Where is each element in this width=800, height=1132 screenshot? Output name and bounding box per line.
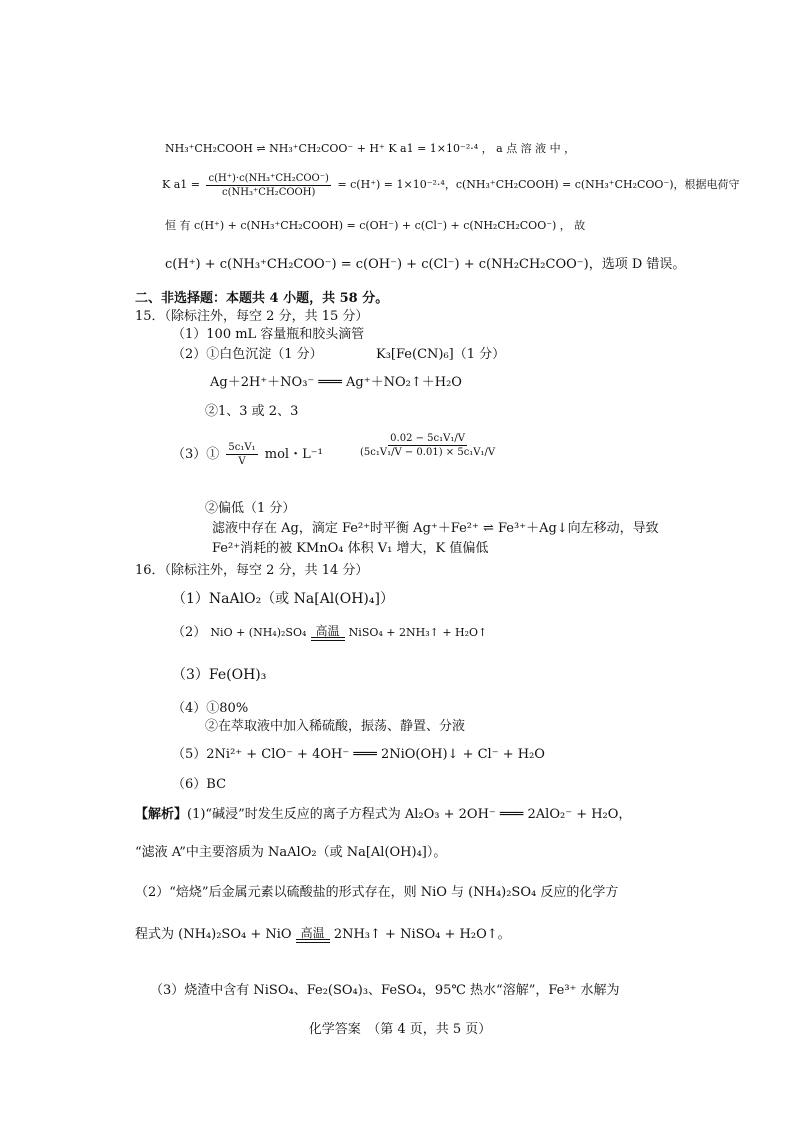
q16-explanation-2b bbox=[135, 922, 511, 948]
q16-answer-4b: ②在萃取液中加入稀硫酸，振荡、静置、分液 bbox=[205, 719, 466, 734]
q15-answer-1: （1）100 mL 容量瓶和胶头滴管 bbox=[172, 327, 365, 342]
q15-answer-3-prefix: （3）① bbox=[172, 447, 220, 462]
high-temp-label: 高温 bbox=[315, 624, 340, 638]
ka-suffix: = c(H⁺) = 1×10⁻²·⁴，c(NH₃⁺CH₂COOH) = c(NH₃⁺CH₂COO⁻)，根据电荷守 bbox=[337, 178, 740, 191]
ka-denominator: c(NH₃⁺CH₂COOH) bbox=[222, 186, 316, 198]
q15-answer-2a: （2）①白色沉淀（1 分） bbox=[172, 347, 323, 362]
ka-line bbox=[162, 170, 740, 200]
k-denominator: (5c₁V₁/V − 0.01) × 5c₁V₁/V bbox=[360, 447, 496, 458]
ka-prefix: K a1 = bbox=[162, 178, 200, 191]
q16-answer-2 bbox=[172, 620, 487, 646]
q16-answer-2-prefix: （2） bbox=[172, 625, 207, 640]
q16-answer-5: （5）2Ni²⁺ + ClO⁻ + 4OH⁻ ═══ 2NiO(OH)↓ + Cl⁻ + H₂O bbox=[172, 747, 545, 762]
charge-conservation-line: 恒 有 c(H⁺) + c(NH₃⁺CH₂COOH) = c(OH⁻) + c(Cl⁻) + c(NH₂CH₂COO⁻) ， 故 bbox=[165, 219, 586, 232]
high-temp-arrow bbox=[311, 625, 345, 646]
conclusion-line: c(H⁺) + c(NH₃⁺CH₂COO⁻) = c(OH⁻) + c(Cl⁻) + c(NH₂CH₂COO⁻)，选项 D 错误。 bbox=[165, 257, 686, 272]
concentration-denominator: V bbox=[238, 456, 246, 467]
q16-heading: 16．（除标注外，每空 2 分，共 14 分） bbox=[135, 563, 369, 578]
roast-eq-prefix: 程式为 (NH₄)₂SO₄ + NiO bbox=[135, 927, 292, 942]
section-heading: 二、非选择题：本题共 4 小题，共 58 分。 bbox=[135, 291, 389, 306]
q15-explanation-1: 滤液中存在 Ag，滴定 Fe²⁺时平衡 Ag⁺＋Fe²⁺ ⇌ Fe³⁺＋Ag↓向左移动，导致 bbox=[212, 521, 659, 536]
ka-fraction bbox=[206, 172, 330, 199]
k-numerator: 0.02 − 5c₁V₁/V bbox=[390, 433, 465, 444]
q15-heading: 15．（除标注外，每空 2 分，共 15 分） bbox=[135, 309, 369, 324]
concentration-numerator: 5c₁V₁ bbox=[228, 442, 256, 453]
q15-answer-2c: ②1、3 或 2、3 bbox=[205, 404, 299, 419]
q15-answer-3a bbox=[172, 438, 323, 472]
ka-numerator: c(H⁺)·c(NH₃⁺CH₂COO⁻) bbox=[208, 172, 329, 184]
roasting-products: NiSO₄ + 2NH₃↑ + H₂O↑ bbox=[348, 626, 488, 639]
q15-answer-2b: K₃[Fe(CN)₆]（1 分） bbox=[376, 347, 506, 362]
q16-explanation-1 bbox=[135, 806, 631, 824]
q16-answer-3: （3）Fe(OH)₃ bbox=[172, 667, 267, 683]
q16-explanation-3: （3）烧渣中含有 NiSO₄、Fe₂(SO₄)₃、FeSO₄，95℃ 热水“溶解”，Fe³⁺ 水解为 bbox=[150, 983, 620, 998]
concentration-unit: mol・L⁻¹ bbox=[264, 447, 323, 462]
k-fraction bbox=[358, 432, 497, 459]
q16-answer-6: （6）BC bbox=[172, 777, 227, 792]
analysis-label: 【解析】 bbox=[135, 807, 188, 822]
high-temp-arrow-2 bbox=[296, 927, 330, 948]
q16-explanation-2: （2）“焙烧”后金属元素以硫酸盐的形式存在，则 NiO 与 (NH₄)₂SO₄ 反应的化学方 bbox=[135, 885, 619, 900]
analysis-text-1: (1)“碱浸”时发生反应的离子方程式为 Al₂O₃ + 2OH⁻ ═══ 2AlO₂⁻ + H₂O， bbox=[187, 807, 632, 822]
roast-eq-suffix: 2NH₃↑ + NiSO₄ + H₂O↑。 bbox=[333, 927, 511, 942]
equilibrium-line: NH₃⁺CH₂COOH ⇌ NH₃⁺CH₂COO⁻ + H⁺ K a1 = 1×10⁻²·⁴ ， a 点 溶 液 中 ， bbox=[165, 142, 576, 155]
high-temp-label-2: 高温 bbox=[300, 926, 325, 940]
concentration-fraction bbox=[226, 441, 257, 468]
q16-answer-4a: （4）①80% bbox=[172, 701, 249, 716]
q16-answer-1: （1）NaAlO₂（或 Na[Al(OH)₄]） bbox=[172, 591, 394, 607]
roasting-reactants: NiO + (NH₄)₂SO₄ bbox=[210, 626, 307, 639]
q16-explanation-1b: “滤液 A”中主要溶质为 NaAlO₂（或 Na[Al(OH)₄]）。 bbox=[135, 845, 447, 860]
page-footer: 化学答案 （第 4 页，共 5 页） bbox=[308, 1022, 492, 1037]
q15-answer-3b: ②偏低（1 分） bbox=[205, 501, 296, 516]
q15-explanation-2: Fe²⁺消耗的被 KMnO₄ 体积 V₁ 增大，K 值偏低 bbox=[212, 541, 489, 556]
equilibrium-constant-expression bbox=[355, 432, 500, 459]
q15-reaction-equation: Ag＋2H⁺＋NO₃⁻ ═══ Ag⁺＋NO₂↑＋H₂O bbox=[210, 375, 462, 390]
